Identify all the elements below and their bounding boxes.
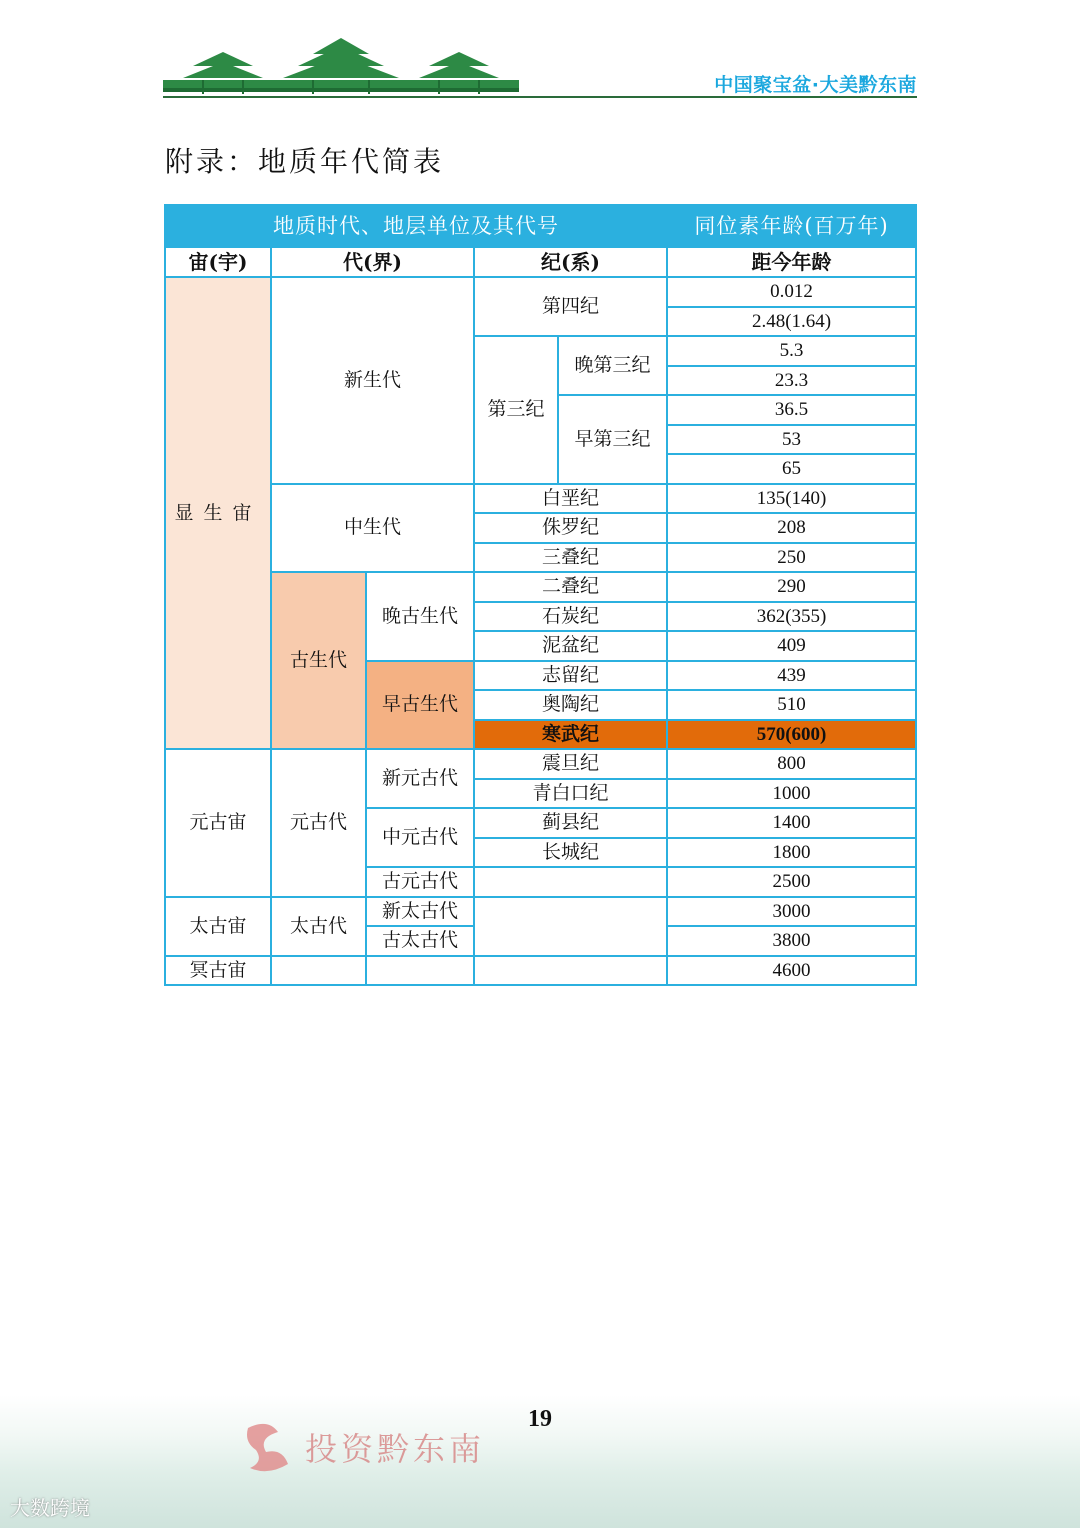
col-age: 距今年龄	[667, 247, 916, 277]
col-period: 纪(系)	[474, 247, 667, 277]
table-head-row	[165, 205, 916, 247]
watermark: 大数跨境	[10, 1496, 90, 1520]
sub-early-tertiary: 早第三纪	[558, 395, 667, 484]
table-row	[165, 897, 916, 927]
empty-sub-cell	[366, 956, 474, 986]
eon-archean: 太古宙	[165, 897, 271, 956]
period-carboniferous: 石炭纪	[474, 602, 667, 632]
era-archean: 太古代	[271, 897, 366, 956]
sub-neoproterozoic: 新元古代	[366, 749, 474, 808]
period-devonian: 泥盆纪	[474, 631, 667, 661]
table-row	[165, 749, 916, 779]
sub-paleoproterozoic: 古元古代	[366, 867, 474, 897]
sub-mesoproterozoic: 中元古代	[366, 808, 474, 867]
period-changcheng: 长城纪	[474, 838, 667, 868]
eon-phanerozoic: 显生宙	[165, 277, 271, 749]
era-cenozoic: 新生代	[271, 277, 474, 484]
age-cell: 3000	[667, 897, 916, 927]
age-cell: 65	[667, 454, 916, 484]
period-triassic: 三叠纪	[474, 543, 667, 573]
period-permian: 二叠纪	[474, 572, 667, 602]
age-cell: 250	[667, 543, 916, 573]
period-cambrian: 寒武纪	[474, 720, 667, 750]
age-cell: 2500	[667, 867, 916, 897]
geologic-time-table	[164, 204, 917, 986]
table-row	[165, 956, 916, 986]
eon-proterozoic: 元古宙	[165, 749, 271, 897]
empty-period-cell	[474, 956, 667, 986]
age-cell: 2.48(1.64)	[667, 307, 916, 337]
head-isotope-age: 同位素年龄(百万年)	[667, 205, 916, 247]
table-subhead-row	[165, 247, 916, 277]
footer-brand: 投资黔东南	[305, 1430, 486, 1468]
age-cell: 208	[667, 513, 916, 543]
age-cell: 5.3	[667, 336, 916, 366]
page-number: 19	[528, 1406, 552, 1432]
age-cell: 570(600)	[667, 720, 916, 750]
age-cell: 1800	[667, 838, 916, 868]
header-pavilion-illustration	[163, 38, 519, 98]
empty-era-cell	[271, 956, 366, 986]
age-cell: 53	[667, 425, 916, 455]
empty-period-cell	[474, 867, 667, 897]
age-cell: 1000	[667, 779, 916, 809]
age-cell: 510	[667, 690, 916, 720]
empty-period-cell	[474, 897, 667, 956]
period-sinian: 震旦纪	[474, 749, 667, 779]
period-cretaceous: 白垩纪	[474, 484, 667, 514]
sub-paleoarchean: 古太古代	[366, 926, 474, 956]
table-row	[165, 572, 916, 602]
era-proterozoic: 元古代	[271, 749, 366, 897]
era-paleozoic: 古生代	[271, 572, 366, 749]
section-title: 附录：地质年代简表	[165, 145, 445, 178]
period-silurian: 志留纪	[474, 661, 667, 691]
head-strata: 地质时代、地层单位及其代号	[165, 205, 667, 247]
period-qingbaikou: 青白口纪	[474, 779, 667, 809]
eon-hadean: 冥古宙	[165, 956, 271, 986]
age-cell: 0.012	[667, 277, 916, 307]
period-jixian: 蓟县纪	[474, 808, 667, 838]
sub-late-paleozoic: 晚古生代	[366, 572, 474, 661]
age-cell: 800	[667, 749, 916, 779]
age-cell: 23.3	[667, 366, 916, 396]
col-eon: 宙(宇)	[165, 247, 271, 277]
age-cell: 290	[667, 572, 916, 602]
age-cell: 3800	[667, 926, 916, 956]
header-slogan: 中国聚宝盆·大美黔东南	[714, 74, 917, 96]
period-jurassic: 侏罗纪	[474, 513, 667, 543]
age-cell: 36.5	[667, 395, 916, 425]
age-cell: 409	[667, 631, 916, 661]
age-cell: 362(355)	[667, 602, 916, 632]
age-cell: 4600	[667, 956, 916, 986]
sub-late-tertiary: 晚第三纪	[558, 336, 667, 395]
age-cell: 135(140)	[667, 484, 916, 514]
age-cell: 439	[667, 661, 916, 691]
sub-neoarchean: 新太古代	[366, 897, 474, 927]
col-era: 代(界)	[271, 247, 474, 277]
age-cell: 1400	[667, 808, 916, 838]
era-mesozoic: 中生代	[271, 484, 474, 573]
calligraphy-logo-icon	[238, 1418, 298, 1480]
period-tertiary: 第三纪	[474, 336, 558, 484]
table-row	[165, 277, 916, 307]
sub-early-paleozoic: 早古生代	[366, 661, 474, 750]
table-row	[165, 484, 916, 514]
period-ordovician: 奥陶纪	[474, 690, 667, 720]
period-quaternary: 第四纪	[474, 277, 667, 336]
